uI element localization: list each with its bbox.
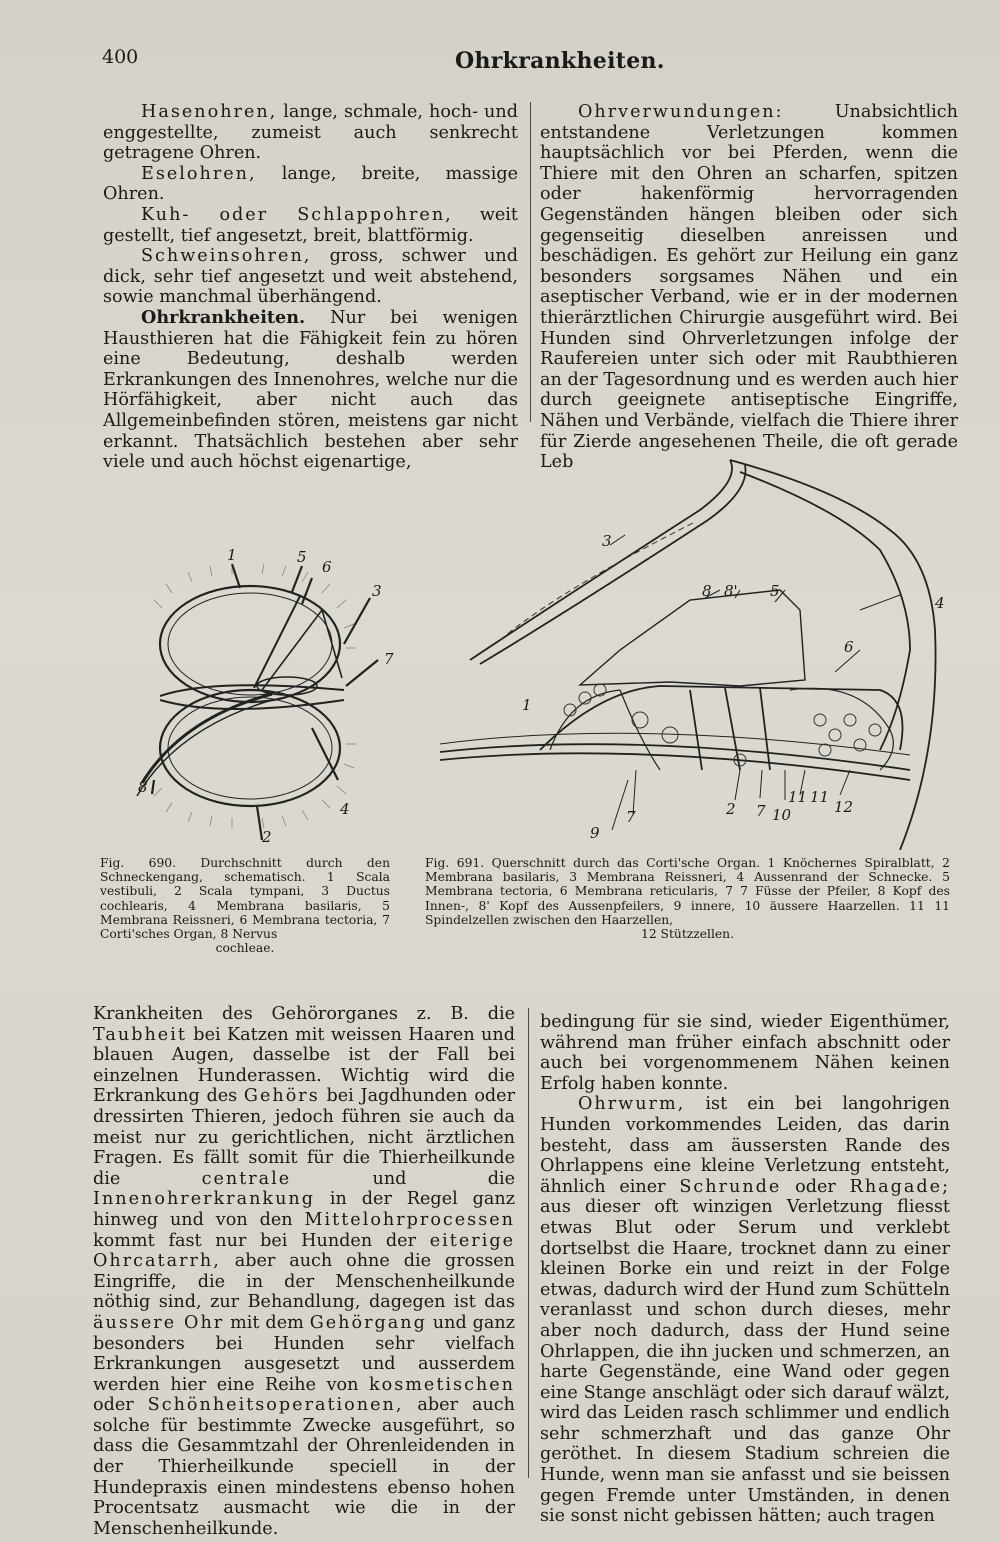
fig691-label-7a: 7 bbox=[626, 808, 636, 826]
term-schoenheitsoperationen: Schönheitsoperationen, bbox=[147, 1395, 404, 1416]
column-rule-bottom bbox=[528, 1008, 529, 1478]
fig690-label-2: 2 bbox=[262, 828, 272, 846]
text: ist ein bei langohrigen Hunden vorkommendes Leiden, das darin besteht, dass am äussersten Rande des Ohrlappens eine kleine Verletzung entsteht, ähnlich einer bbox=[540, 1094, 950, 1197]
text: bei Jagdhunden oder dressirten Thieren, jedoch führen sie auch da meist nur zu gerichtlichen, nicht ärztlichen Fragen. Es fällt somit für die Thierheilkunde die bbox=[93, 1086, 515, 1189]
fig691-label-11a: 11 bbox=[788, 788, 808, 806]
caption-690-last: cochleae. bbox=[215, 941, 275, 956]
fig690-label-7: 7 bbox=[384, 650, 394, 668]
term-taubheit: Taubheit bbox=[93, 1024, 187, 1045]
fig691-label-7b: 7 bbox=[756, 802, 766, 820]
text: mit dem bbox=[224, 1312, 310, 1333]
fig691-label-5: 5 bbox=[770, 582, 780, 600]
paragraph-hasenohren bbox=[103, 102, 518, 164]
caption-fig-690 bbox=[100, 856, 390, 955]
text: aber auch ohne die grossen Eingriffe, die in der Menschenheilkunde nöthig sind, zur Behandlung, dagegen ist das bbox=[93, 1251, 515, 1313]
term-aeussere-ohr: äussere Ohr bbox=[93, 1312, 225, 1333]
text: in der Regel ganz hinweg und von den bbox=[93, 1189, 515, 1230]
bottom-left-column bbox=[93, 1004, 515, 1539]
text: aus dieser oft winzigen Verletzung fliesst etwas Blut oder Serum und verklebt dortselbst die Haare, trocknet dann zu einer kleinen Borke ein und reizt in der Folge etwas, dadurch wird der Hund zum Schütteln veranlasst und schon durch dieses, mehr aber noch dadurch, dass der Hund seine Ohrlappen, die ihn jucken und schmerzen, an harte Gegenstände, eine Wand oder gegen eine Stange anschlägt oder sich darauf wälzt, wird das Leiden rasch schlimmer und endlich sehr schmerzhaft und das ganze Ohr geröthet. In diesem Stadium schreien die Hunde, wenn man sie anfasst und sie beissen gegen Fremde unter Umständen, in denen sie sonst nicht gebissen hätten; auch tragen bbox=[540, 1197, 950, 1527]
term-schrunde: Schrunde bbox=[679, 1176, 782, 1197]
fig691-label-4: 4 bbox=[935, 594, 945, 612]
fig691-label-1: 1 bbox=[522, 696, 532, 714]
fig690-label-3: 3 bbox=[372, 582, 382, 600]
text: Krankheiten des Gehörorganes z. B. die bbox=[93, 1004, 515, 1024]
fig691-label-2: 2 bbox=[726, 800, 736, 818]
paragraph-ohrwurm bbox=[540, 1094, 950, 1526]
term-ohrwurm: Ohrwurm, bbox=[578, 1094, 686, 1115]
caption-691-last: 12 Stützzellen. bbox=[641, 927, 734, 942]
figure-690-cochlear-duct-diagram bbox=[132, 548, 402, 848]
figure-691-organ-of-corti-diagram bbox=[440, 450, 960, 850]
page-number: 400 bbox=[102, 46, 139, 68]
term-rhagade: Rhagade; bbox=[849, 1176, 950, 1197]
text-eselohren: lange, breite, massige Ohren. bbox=[103, 163, 518, 205]
term-innenohrerkrankung: Innenohrerkrankung bbox=[93, 1189, 315, 1210]
text-kuhohren: weit gestellt, tief angesetzt, breit, blattförmig. bbox=[103, 204, 518, 246]
term-eiteriger-ohrcatarrh: eiterige Ohrcatarrh, bbox=[93, 1230, 515, 1272]
page-header bbox=[0, 42, 1000, 82]
text: kommt fast nur bei Hunden der bbox=[93, 1230, 430, 1251]
fig691-label-6: 6 bbox=[844, 638, 854, 656]
caption-691-text: Querschnitt durch das Corti'sche Organ. 1 Knöchernes Spiralblatt, 2 Membrana basilaris, 3 Membrana Reissneri, 4 Aussenrand der Schnecke. 5 Membrana tectoria, 6 Membrana reticularis, 7 7 Füsse der Pfeiler, 8 Kopf des Innen-, 8' Kopf des Aussenpfeilers, 9 innere, 10 äussere Haarzellen. 11 11 Spindelzellen zwischen den Haarzellen, bbox=[425, 856, 950, 927]
fig691-label-8: 8 bbox=[702, 582, 712, 600]
fig690-label-5: 5 bbox=[297, 548, 307, 566]
top-right-column bbox=[540, 102, 958, 473]
text-schweinsohren: gross, schwer und dick, sehr tief angesetzt und weit abstehend, sowie manchmal überhängend. bbox=[103, 246, 518, 308]
paragraph-schweinsohren bbox=[103, 246, 518, 308]
bottom-right-column bbox=[540, 1012, 950, 1527]
running-title: Ohrkrankheiten. bbox=[455, 48, 665, 74]
term-mittelohrprocessen: Mittelohrprocessen bbox=[304, 1209, 515, 1230]
text: und die bbox=[291, 1168, 515, 1189]
caption-691-head: Fig. 691. bbox=[425, 856, 485, 870]
term-kuhohren: Kuh- oder Schlappohren, bbox=[141, 204, 453, 225]
fig690-label-4: 4 bbox=[340, 800, 350, 818]
paragraph-ohrkrankheiten bbox=[103, 308, 518, 473]
text: aber auch solche für bestimmte Zwecke ausgeführt, so dass die Gesammtzahl der Ohrenleidenden in der Thierheilkunde speciell in der Hundepraxis einen mindestens ebenso hohen Procentsatz ausmacht wie die in der Menschenheilkunde. bbox=[93, 1395, 515, 1539]
column-rule-top bbox=[530, 102, 531, 422]
fig691-label-3: 3 bbox=[602, 532, 612, 550]
term-kosmetischen: kosmetischen bbox=[368, 1374, 515, 1395]
term-gehoergang: Gehörgang bbox=[309, 1312, 427, 1333]
fig691-label-12: 12 bbox=[834, 798, 854, 816]
term-gehoers: Gehörs bbox=[243, 1086, 320, 1107]
fig690-label-8: 8 bbox=[138, 778, 148, 796]
term-ohrverwundungen: Ohrverwundungen: bbox=[578, 102, 784, 122]
paragraph-eselohren bbox=[103, 164, 518, 205]
caption-690-head: Fig. 690. bbox=[100, 856, 176, 870]
fig690-label-1: 1 bbox=[227, 548, 237, 564]
text-ohrkrankheiten: Nur bei wenigen Hausthieren hat die Fähigkeit fein zu hören eine Bedeutung, deshalb werden Erkrankungen des Innenohres, welche nur die Hörfähigkeit, aber nicht auch das Allgemeinbefinden stören, meistens gar nicht erkannt. Thatsächlich bestehen aber sehr viele und auch höchst eigenartige, bbox=[103, 307, 518, 473]
caption-690-text: Durchschnitt durch den Schneckengang, schematisch. 1 Scala vestibuli, 2 Scala tympani, 3 Ductus cochlearis, 4 Membrana basilaris, 5 Membrana Reissneri, 6 Membrana tectoria, 7 Corti'sches Organ, 8 Nervus bbox=[100, 856, 390, 942]
fig691-label-9: 9 bbox=[590, 824, 600, 842]
term-centrale: centrale bbox=[201, 1168, 292, 1189]
paragraph-krankheiten bbox=[93, 1004, 515, 1539]
top-left-column bbox=[103, 102, 518, 473]
text-ohrverwundungen: Unabsichtlich entstandene Verletzungen kommen hauptsächlich vor bei Pferden, wenn die Thiere mit den Ohren an scharfen, spitzen oder hakenförmig hervorragenden Gegenständen hängen bleiben oder sich gegenseitig dieselben anreissen und beschädigen. Es gehört zur Heilung ein ganz besonders sorgsames Nähen und ein aseptischer Verband, wie er in der modernen thierärztlichen Chirurgie ausgeführt wird. Bei Hunden sind Ohrverletzungen infolge der Raufereien unter sich oder mit Raubthieren an der Tagesordnung und es werden auch hier durch geeignete antiseptische Eingriffe, Nähen und Verbände, vielfach die Thiere ihrer für Zierde angesehenen Theile, die oft gerade Leb bbox=[540, 102, 958, 473]
text: und ganz besonders bei Hunden sehr vielfach Erkrankungen ausgesetzt und ausserdem werden hier eine Reihe von bbox=[93, 1312, 515, 1395]
text: oder bbox=[781, 1176, 850, 1197]
fig691-label-10: 10 bbox=[772, 806, 792, 824]
fig691-label-8-prime: 8' bbox=[724, 582, 738, 600]
paragraph-kuhohren bbox=[103, 205, 518, 246]
term-schweinsohren: Schweinsohren, bbox=[141, 246, 312, 267]
paragraph-ohrverwundungen bbox=[540, 102, 958, 473]
term-ohrkrankheiten: Ohrkrankheiten. bbox=[141, 306, 306, 328]
text-hasenohren: lange, schmale, hoch- und enggestellte, zumeist auch senkrecht getragene Ohren. bbox=[103, 102, 518, 164]
fig690-label-6: 6 bbox=[322, 558, 332, 576]
text: oder bbox=[93, 1395, 148, 1416]
term-eselohren: Eselohren, bbox=[141, 163, 257, 184]
fig691-label-11b: 11 bbox=[810, 788, 830, 806]
caption-fig-691 bbox=[425, 856, 950, 941]
term-hasenohren: Hasenohren, bbox=[141, 102, 278, 122]
paragraph-bedingung: bedingung für sie sind, wieder Eigenthümer, während man früher einfach abschnitt oder auch bei vorgenommenem Nähen keinen Erfolg haben konnte. bbox=[540, 1012, 950, 1094]
text: bei Katzen mit weissen Haaren und blauen Augen, dasselbe ist der Fall bei einzelnen Hunderassen. Wichtig wird die Erkrankung des bbox=[93, 1024, 515, 1107]
